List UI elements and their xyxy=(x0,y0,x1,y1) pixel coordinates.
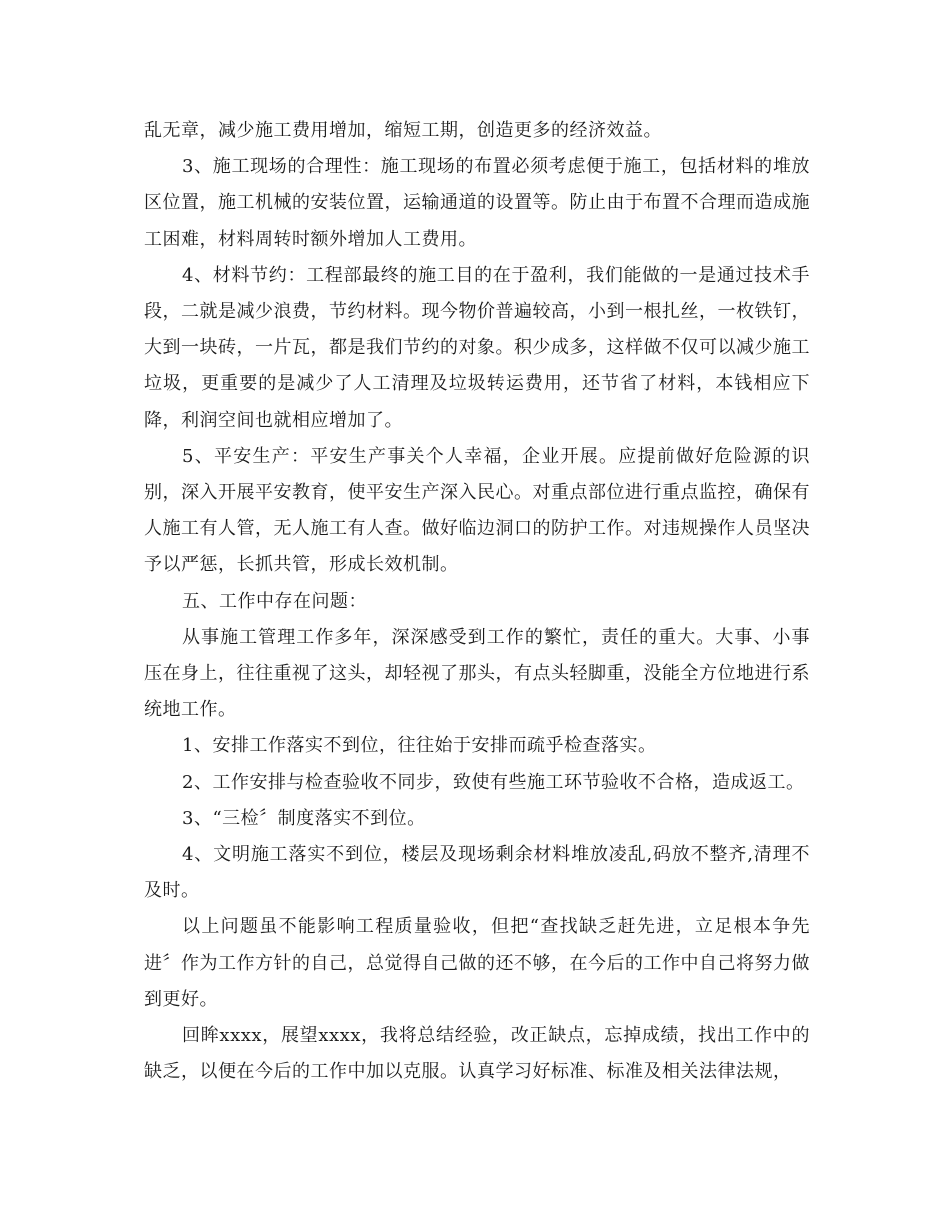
document-body xyxy=(144,113,810,1090)
list-item-problem-3: 3、“三检〞制度落实不到位。 xyxy=(182,807,426,829)
paragraph-safe-production: 5、平安生产：平安生产事关个人幸福，企业开展。应提前做好危险源的识别，深入开展平安教育，使平安生产深入民心。对重点部位进行重点监控，确保有人施工有人管，无人施工有人查。做好临边洞口的防护工作。对违规操作人员坚决予以严惩，长抓共管，形成长效机制。 xyxy=(144,445,810,576)
paragraph-continuation: 乱无章，减少施工费用增加，缩短工期，创造更多的经济效益。 xyxy=(144,120,662,141)
list-item-problem-2: 2、工作安排与检查验收不同步，致使有些施工环节验收不合格，造成返工。 xyxy=(182,771,805,793)
section-heading-problems: 五、工作中存在问题： xyxy=(182,590,367,612)
paragraph-reflection: 以上问题虽不能影响工程质量验收，但把“查找缺乏赶先进，立足根本争先进〞作为工作方针的自己，总觉得自己做的还不够，在今后的工作中自己将努力做到更好。 xyxy=(144,916,810,1010)
paragraph-outlook: 回眸xxxx，展望xxxx，我将总结经验，改正缺点，忘掉成绩，找出工作中的缺乏，以便在今后的工作中加以克服。认真学习好标准、标准及相关法律法规， xyxy=(144,1025,810,1083)
paragraph-material-saving: 4、材料节约：工程部最终的施工目的在于盈利，我们能做的一是通过技术手段，二就是减少浪费，节约材料。现今物价普遍较高，小到一根扎丝，一枚铁钉，大到一块砖，一片瓦，都是我们节约的对象。积少成多，这样做不仅可以减少施工垃圾，更重要的是减少了人工清理及垃圾转运费用，还节省了材料，本钱相应下降，利润空间也就相应增加了。 xyxy=(144,264,810,431)
list-item-problem-1: 1、安排工作落实不到位，往往始于安排而疏乎检查落实。 xyxy=(182,735,657,757)
list-item-problem-4: 4、文明施工落实不到位，楼层及现场剩余材料堆放凌乱,码放不整齐,清理不及时。 xyxy=(144,844,810,902)
paragraph-problems-intro: 从事施工管理工作多年，深深感受到工作的繁忙，责任的重大。大事、小事压在身上，往往重视了这头，却轻视了那头，有点头轻脚重，没能全方位地进行系统地工作。 xyxy=(144,626,810,721)
paragraph-site-layout: 3、施工现场的合理性：施工现场的布置必须考虑便于施工，包括材料的堆放区位置，施工机械的安装位置，运输通道的设置等。防止由于布置不合理而造成施工困难，材料周转时额外增加人工费用。 xyxy=(144,156,810,250)
